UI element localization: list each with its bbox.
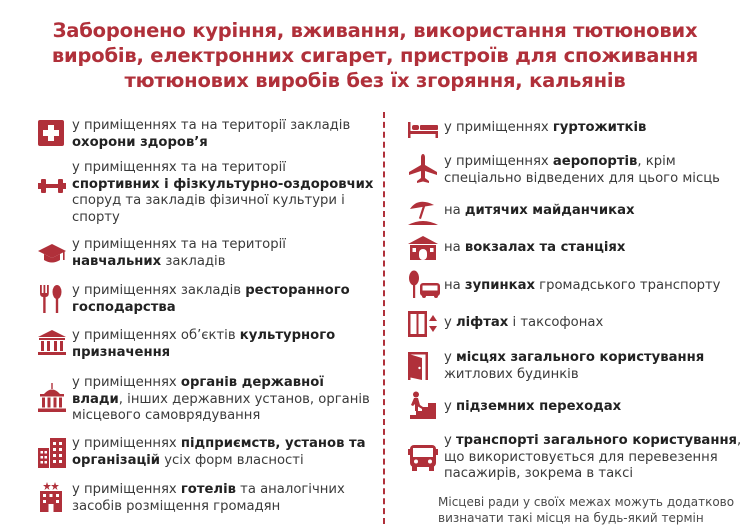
page-title: Заборонено куріння, вживання, використання тютюнових виробів, електронних сигарет, пристроїв для споживання тютюнових виробів без їх згоряння, кальянів xyxy=(51,19,699,92)
museum-icon xyxy=(38,330,66,356)
dumbbell-icon xyxy=(38,176,66,196)
door-icon xyxy=(408,352,432,380)
medical-cross-icon xyxy=(38,120,64,146)
elevator-icon xyxy=(408,311,438,337)
airplane-icon xyxy=(408,154,438,184)
bed-icon xyxy=(408,122,438,138)
bus-stop-icon xyxy=(408,270,440,298)
office-buildings-icon xyxy=(38,438,66,468)
graduation-cap-icon xyxy=(38,243,66,265)
column-divider xyxy=(383,112,385,524)
footnote: Місцеві ради у своїх межах можуть додатково визначати такі місця на будь-який термін xyxy=(438,495,735,525)
stairs-icon xyxy=(408,391,438,419)
beach-umbrella-icon xyxy=(408,197,438,227)
hotel-icon xyxy=(38,482,64,512)
bus-icon xyxy=(408,445,438,471)
government-building-icon xyxy=(38,383,66,413)
train-station-icon xyxy=(408,236,438,260)
fork-spoon-icon xyxy=(38,285,64,313)
